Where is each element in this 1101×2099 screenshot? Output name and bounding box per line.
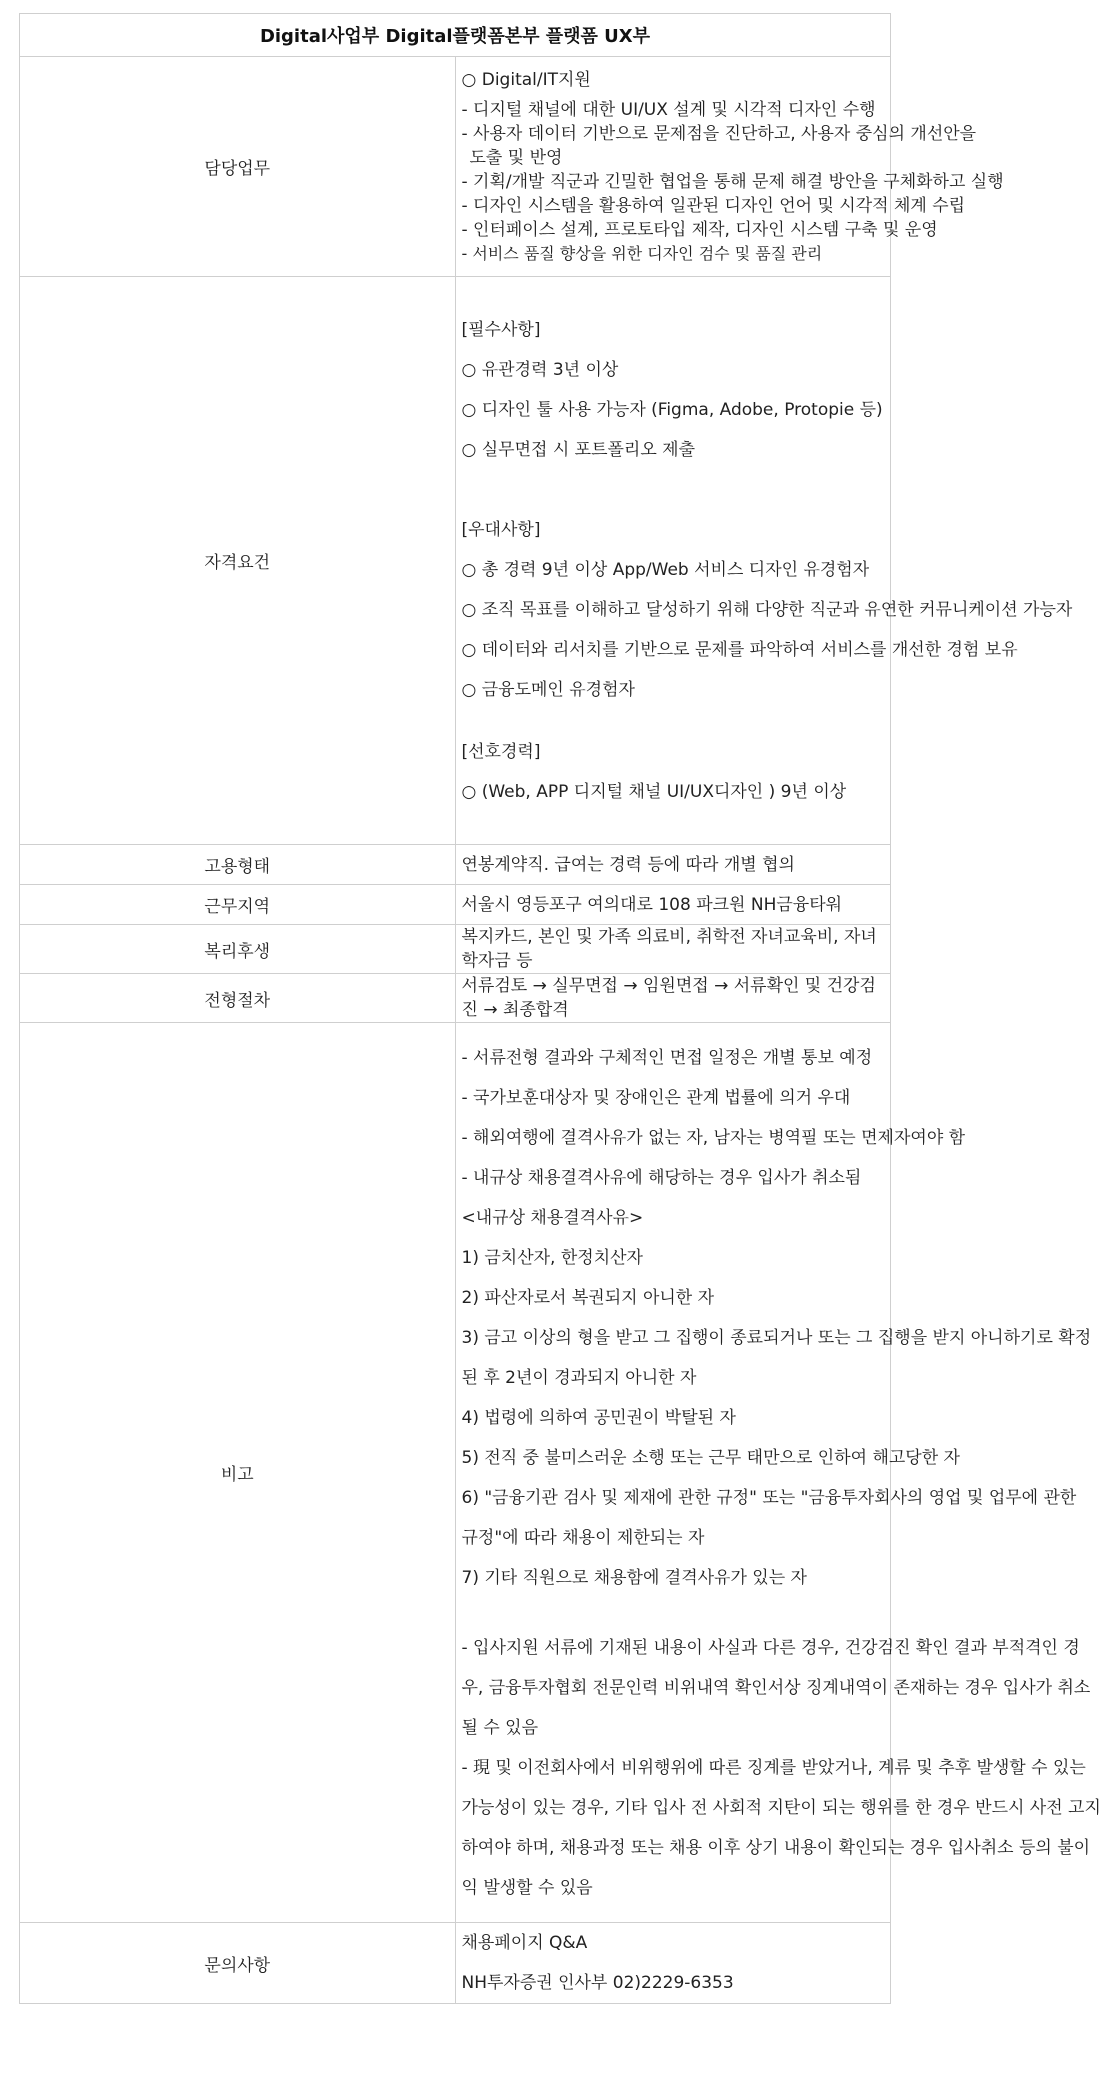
- notes-content: [455, 1023, 1101, 1923]
- qualifications-row: [20, 277, 891, 845]
- duty-line: - 기획/개발 직군과 긴밀한 협업을 통해 문제 해결 방안을 구체화하고 실행: [461, 171, 1004, 192]
- note-line: 7) 기타 직원으로 채용함에 결격사유가 있는 자: [461, 1567, 807, 1588]
- process-label: 전형절차: [20, 974, 456, 1023]
- duty-line: ○ Digital/IT지원: [461, 69, 591, 90]
- benefits-row: [20, 925, 891, 974]
- note-line: 가능성이 있는 경우, 기타 입사 전 사회적 지탄이 되는 행위를 한 경우 반드시 사전 고지: [461, 1797, 1101, 1818]
- contact-line: 채용페이지 Q&A: [461, 1933, 588, 1953]
- note-line: 하여야 하며, 채용과정 또는 채용 이후 상기 내용이 확인되는 경우 입사취소 등의 불이: [461, 1837, 1091, 1858]
- preferred-item: ○ 데이터와 리서치를 기반으로 문제를 파악하여 서비스를 개선한 경험 보유: [461, 639, 1018, 660]
- preferred-item: ○ 총 경력 9년 이상 App/Web 서비스 디자인 유경험자: [461, 559, 870, 580]
- note-line: 3) 금고 이상의 형을 받고 그 집행이 종료되거나 또는 그 집행을 받지 아니하기로 확정: [461, 1327, 1092, 1348]
- required-item: ○ 유관경력 3년 이상: [461, 359, 619, 380]
- location-row: [20, 885, 891, 925]
- required-item: ○ 디자인 툴 사용 가능자 (Figma, Adobe, Protopie 등): [461, 399, 883, 420]
- notes-row: [20, 1023, 891, 1923]
- duty-line: - 디자인 시스템을 활용하여 일관된 디자인 언어 및 시각적 체계 수립: [461, 195, 966, 216]
- note-line: 익 발생할 수 있음: [461, 1877, 593, 1898]
- note-line: 규정"에 따라 채용이 제한되는 자: [461, 1527, 705, 1548]
- note-line: - 내규상 채용결격사유에 해당하는 경우 입사가 취소됨: [461, 1167, 862, 1188]
- contact-row: [20, 1923, 891, 2004]
- qualifications-content: [455, 277, 1073, 845]
- job-posting: [19, 13, 1101, 2004]
- duty-line: - 디지털 채널에 대한 UI/UX 설계 및 시각적 디자인 수행: [461, 99, 876, 120]
- duties-content: [455, 57, 1004, 277]
- note-line: 2) 파산자로서 복권되지 아니한 자: [461, 1287, 715, 1308]
- duties-label: 담당업무: [20, 57, 456, 277]
- qualifications-label: 자격요건: [20, 277, 456, 845]
- career-heading: [선호경력]: [461, 741, 541, 762]
- duty-line: - 서비스 품질 향상을 위한 디자인 검수 및 품질 관리: [461, 243, 823, 263]
- contact-line: NH투자증권 인사부 02)2229-6353: [461, 1973, 734, 1993]
- job-posting-table: [19, 13, 1101, 2004]
- contact-content: [455, 1923, 891, 2004]
- employment-label: 고용형태: [20, 845, 456, 885]
- duty-line: 도출 및 반영: [469, 147, 563, 168]
- benefits-value: 복지카드, 본인 및 가족 의료비, 취학전 자녀교육비, 자녀 학자금 등: [455, 925, 891, 974]
- process-row: [20, 974, 891, 1023]
- duty-line: - 인터페이스 설계, 프로토타입 제작, 디자인 시스템 구축 및 운영: [461, 219, 938, 240]
- location-label: 근무지역: [20, 885, 456, 925]
- notes-label: 비고: [20, 1023, 456, 1923]
- required-heading: [필수사항]: [461, 319, 541, 340]
- employment-value: 연봉계약직. 급여는 경력 등에 따라 개별 협의: [455, 845, 891, 885]
- preferred-item: ○ 금융도메인 유경험자: [461, 679, 635, 700]
- employment-row: [20, 845, 891, 885]
- note-line: 될 수 있음: [461, 1717, 538, 1738]
- note-line: 우, 금융투자협회 전문인력 비위내역 확인서상 징계내역이 존재하는 경우 입사가 취소: [461, 1677, 1091, 1698]
- process-value: 서류검토 → 실무면접 → 임원면접 → 서류확인 및 건강검진 → 최종합격: [455, 974, 891, 1023]
- benefits-label: 복리후생: [20, 925, 456, 974]
- location-value: 서울시 영등포구 여의대로 108 파크원 NH금융타워: [455, 885, 891, 925]
- note-line: 1) 금치산자, 한정치산자: [461, 1247, 643, 1268]
- note-line: - 서류전형 결과와 구체적인 면접 일정은 개별 통보 예정: [461, 1047, 873, 1068]
- note-line: - 입사지원 서류에 기재된 내용이 사실과 다른 경우, 건강검진 확인 결과 부적격인 경: [461, 1637, 1080, 1658]
- note-line: 된 후 2년이 경과되지 아니한 자: [461, 1367, 697, 1388]
- note-line: - 국가보훈대상자 및 장애인은 관계 법률에 의거 우대: [461, 1087, 851, 1108]
- career-item: ○ (Web, APP 디지털 채널 UI/UX디자인 ) 9년 이상: [461, 781, 847, 802]
- department-title: Digital사업부 Digital플랫폼본부 플랫폼 UX부: [20, 14, 891, 57]
- note-line: 4) 법령에 의하여 공민권이 박탈된 자: [461, 1407, 736, 1428]
- note-line: 6) "금융기관 검사 및 제재에 관한 규정" 또는 "금융투자회사의 영업 및 업무에 관한: [461, 1487, 1077, 1508]
- title-row: [20, 14, 891, 57]
- note-line: <내규상 채용결격사유>: [461, 1207, 644, 1228]
- preferred-heading: [우대사항]: [461, 519, 541, 540]
- duties-row: [20, 57, 891, 277]
- note-line: 5) 전직 중 불미스러운 소행 또는 근무 태만으로 인하여 해고당한 자: [461, 1447, 960, 1468]
- required-item: ○ 실무면접 시 포트폴리오 제출: [461, 439, 696, 460]
- note-line: - 해외여행에 결격사유가 없는 자, 남자는 병역필 또는 면제자여야 함: [461, 1127, 966, 1148]
- preferred-item: ○ 조직 목표를 이해하고 달성하기 위해 다양한 직군과 유연한 커뮤니케이션 가능자: [461, 599, 1073, 620]
- contact-label: 문의사항: [20, 1923, 456, 2004]
- note-line: - 現 및 이전회사에서 비위행위에 따른 징계를 받았거나, 계류 및 추후 발생할 수 있는: [461, 1757, 1086, 1778]
- duty-line: - 사용자 데이터 기반으로 문제점을 진단하고, 사용자 중심의 개선안을: [461, 123, 977, 144]
